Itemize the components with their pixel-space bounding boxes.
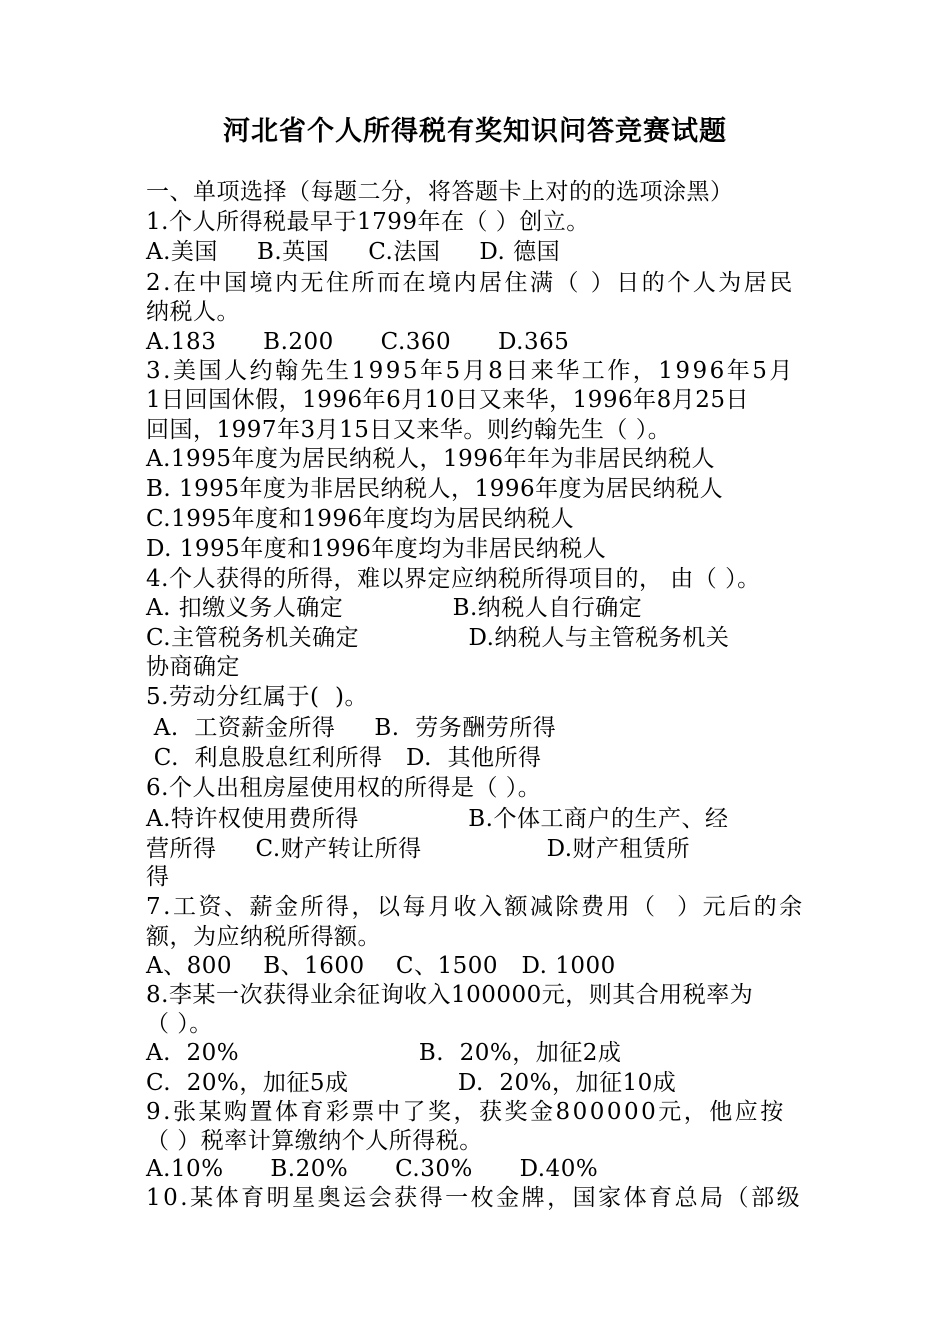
question-line: （ ）。 [146,1011,213,1037]
question-line: 3.美国人约翰先生1995年5月8日来华工作，1996年5月 [146,358,795,384]
option-continuation: 协商确定 [146,654,240,680]
options-line: A.特许权使用费所得 B.个体工商户的生产、经 [146,806,729,832]
options-line: A. 扣缴义务人确定 B.纳税人自行确定 [146,595,643,621]
options-line: 营所得 C.财产转让所得 D.财产租赁所 [146,836,691,862]
options-line: A. 工资薪金所得 B. 劳务酬劳所得 [146,715,557,741]
question-line: 7.工资、薪金所得，以每月收入额减除费用（ ）元后的余 [146,894,805,920]
option-line: A.1995年度为居民纳税人，1996年年为非居民纳税人 [146,446,715,472]
question-line: 额，为应纳税所得额。 [146,924,381,950]
options-line: A、800 B、1600 C、1500 D. 1000 [146,953,616,979]
question-line: 1日回国休假，1996年6月10日又来华，1996年8月25日 [146,387,749,413]
options-line: C. 20%，加征5成 D. 20%，加征10成 [146,1070,677,1096]
options-line: C.主管税务机关确定 D.纳税人与主管税务机关 [146,625,730,651]
options-line: A.10% B.20% C.30% D.40% [146,1156,599,1182]
option-line: B. 1995年度为非居民纳税人，1996年度为居民纳税人 [146,476,724,502]
options-line: A. 20% B. 20%，加征2成 [146,1040,622,1066]
option-continuation: 得 [146,864,170,890]
question-line: 8.李某一次获得业余征询收入100000元，则其合用税率为 [146,982,754,1008]
question-line: 6.个人出租房屋使用权的所得是（ ）。 [146,775,542,801]
question-line: 2.在中国境内无住所而在境内居住满（ ）日的个人为居民 [146,270,795,296]
question-line: 4.个人获得的所得，难以界定应纳税所得项目的， 由（ ）。 [146,566,761,592]
question-line: 10.某体育明星奥运会获得一枚金牌，国家体育总局（部级 [146,1185,803,1211]
option-line: D. 1995年度和1996年度均为非居民纳税人 [146,536,607,562]
options-line: A.183 B.200 C.360 D.365 [146,329,570,355]
question-line: 5.劳动分红属于( )。 [146,684,369,710]
options-line: C. 利息股息红利所得 D. 其他所得 [146,745,542,771]
options-line: A.美国 B.英国 C.法国 D. 德国 [146,239,561,265]
question-line: 回国，1997年3月15日又来华。则约翰先生（ ）。 [146,417,672,443]
question-line: （ ）税率计算缴纳个人所得税。 [146,1128,483,1154]
question-line: 1.个人所得税最早于1799年在（ ）创立。 [146,209,590,235]
question-line: 纳税人。 [146,299,240,325]
page-title: 河北省个人所得税有奖知识问答竞赛试题 [223,116,727,147]
section-heading: 一、单项选择（每题二分，将答题卡上对的的选项涂黑） [146,179,734,205]
question-line: 9.张某购置体育彩票中了奖，获奖金800000元，他应按 [146,1099,786,1125]
option-line: C.1995年度和1996年度均为居民纳税人 [146,506,575,532]
